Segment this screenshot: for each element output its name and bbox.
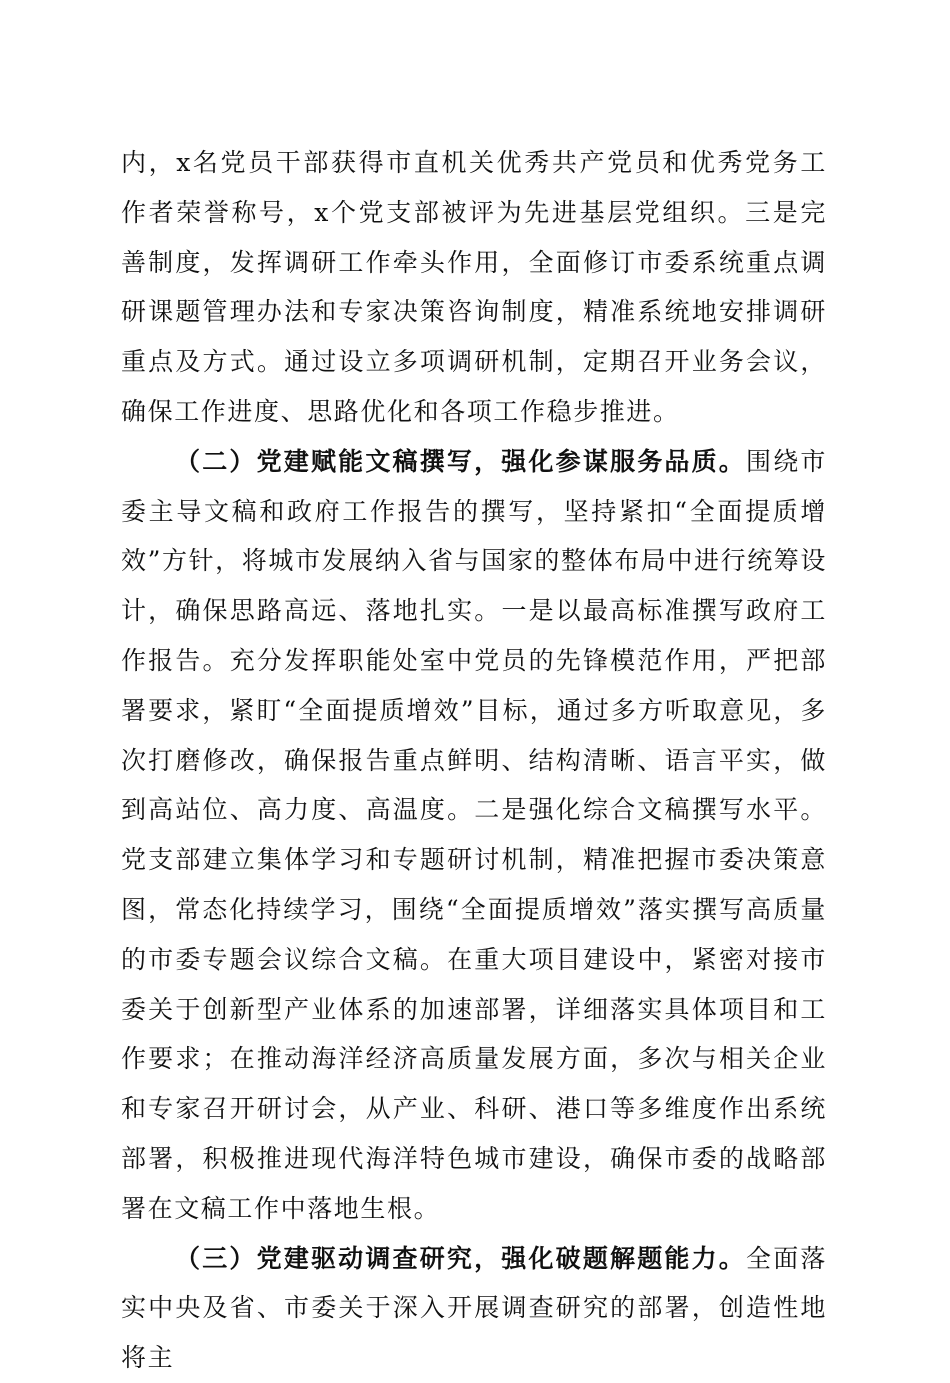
- section-heading: （三）党建驱动调查研究，强化破题解题能力。: [175, 1243, 746, 1273]
- paragraph-section-2: [121, 437, 827, 1234]
- paragraph-text: 内，x名党员干部获得市直机关优秀共产党员和优秀党务工作者荣誉称号，x个党支部被评为先进基层党组织。三是完善制度，发挥调研工作牵头作用，全面修订市委系统重点调研课题管理办法和专家决策咨询制度，精准系统地安排调研重点及方式。通过设立多项调研机制，定期召开业务会议，确保工作进度、思路优化和各项工作稳步推进。: [121, 148, 827, 426]
- paragraph-section-3: [121, 1234, 827, 1383]
- paragraph-continuation: [121, 138, 827, 437]
- paragraph-text: 全面落实中央及省、市委关于深入开展调查研究的部署，创造性地将主: [121, 1243, 827, 1373]
- paragraph-text: 围绕市委主导文稿和政府工作报告的撰写，坚持紧扣“全面提质增效”方针，将城市发展纳入省与国家的整体布局中进行统筹设计，确保思路高远、落地扎实。一是以最高标准撰写政府工作报告。充分发挥职能处室中党员的先锋模范作用，严把部署要求，紧盯“全面提质增效”目标，通过多方听取意见，多次打磨修改，确保报告重点鲜明、结构清晰、语言平实，做到高站位、高力度、高温度。二是强化综合文稿撰写水平。党支部建立集体学习和专题研讨机制，精准把握市委决策意图，常态化持续学习，围绕“全面提质增效”落实撰写高质量的市委专题会议综合文稿。在重大项目建设中，紧密对接市委关于创新型产业体系的加速部署，详细落实具体项目和工作要求；在推动海洋经济高质量发展方面，多次与相关企业和专家召开研讨会，从产业、科研、港口等多维度作出系统部署，积极推进现代海洋特色城市建设，确保市委的战略部署在文稿工作中落地生根。: [121, 446, 827, 1223]
- document-body: [121, 138, 827, 1383]
- section-heading: （二）党建赋能文稿撰写，强化参谋服务品质。: [175, 446, 746, 476]
